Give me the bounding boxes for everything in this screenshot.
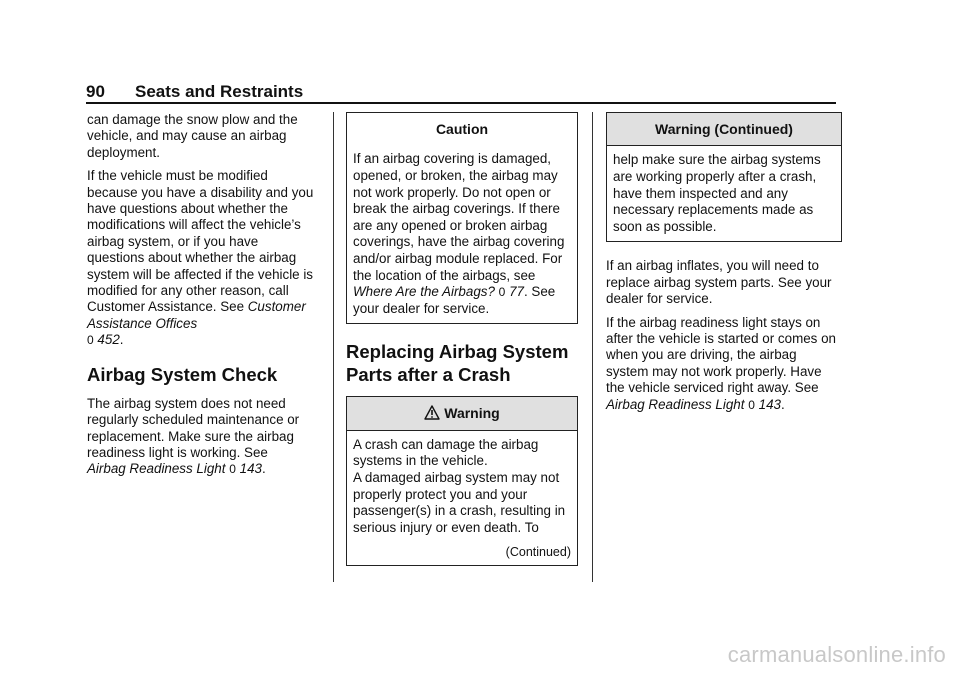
caution-body (347, 145, 577, 323)
page-ref-arrow: 0 (498, 285, 506, 300)
warning-triangle-icon (424, 405, 440, 420)
paragraph: If an airbag inflates, you will need to replace airbag system parts. See your dealer for service. (606, 258, 832, 307)
page-header (86, 80, 836, 106)
page-ref-arrow: 0 (748, 397, 755, 412)
cross-reference-link[interactable]: Where Are the Airbags? (353, 284, 495, 300)
page-ref[interactable]: 143 (758, 396, 781, 412)
paragraph: The airbag system does not need regularly scheduled maintenance or replacement. Make sure the airbag readiness light is working. See Airbag Readiness Light 0 143. (87, 395, 300, 477)
warning-line: A damaged airbag system may not properly protect you and your passenger(s) in a crash, resulting in serious injury or even death. To (353, 469, 566, 535)
caution-box (346, 112, 578, 324)
section-heading: Replacing Airbag System Parts after a Crash (346, 341, 569, 386)
page-ref[interactable]: 143 (239, 461, 262, 477)
warning-continued-box (606, 112, 842, 242)
paragraph-text: The airbag system does not need regularly scheduled maintenance or replacement. Make sure the airbag readiness light is working. See (87, 395, 300, 460)
caution-title: Caution (435, 121, 489, 137)
paragraph: If the vehicle must be modified because you have a disability and you have questions about whether the modifications will affect the vehicle’s airbag system, or if you have questions about whether the airbag system will be affected if the vehicle is modified for any other reason, call Customer Assistance. See Customer Assistance Offices 0 452. (87, 168, 314, 348)
paragraph-text: If the vehicle must be modified because you have a disability and you have questions about whether the modifications will affect the vehicle’s airbag system, or if you have questions about whether the airbag system will be affected if the vehicle is modified for any other reason, call Customer Assistance. See (87, 168, 314, 315)
cross-reference-link[interactable]: Airbag Readiness Light (87, 461, 226, 477)
column-divider (592, 112, 593, 582)
page-number: 90 (86, 82, 105, 101)
section-title: Seats and Restraints (135, 82, 304, 101)
page-ref[interactable]: 452 (97, 332, 120, 348)
warning-box (346, 396, 578, 565)
caution-text: If an airbag covering is damaged, opened, or broken, the airbag may not work properly. Do not open or break the airbag coverings. If there are any opened or broken airbag coverings, have the airbag covering and/or airbag module replaced. For the location of the airbags, see (353, 151, 565, 283)
page-ref-arrow: 0 (87, 333, 94, 348)
page-ref[interactable]: 77 (509, 284, 524, 300)
section-heading: Airbag System Check (87, 363, 278, 385)
paragraph: can damage the snow plow and the vehicle, and may cause an airbag deployment. (87, 112, 298, 160)
column-2 (346, 112, 578, 566)
warning-title-bar (347, 397, 577, 430)
warning-line: A crash can damage the airbag systems in the vehicle. (353, 436, 539, 469)
cross-reference-link[interactable]: Airbag Readiness Light (606, 396, 745, 412)
continued-label: (Continued) (505, 545, 571, 560)
cross-reference-link[interactable]: Customer Assistance Offices (87, 299, 306, 331)
watermark: carmanualsonline.info (727, 642, 946, 667)
paragraph-text: If the airbag readiness light stays on after the vehicle is started or comes on when you are driving, the airbag system may not work properly. Have the vehicle serviced right away. See (606, 314, 836, 396)
header-rule (86, 102, 836, 104)
warning-title: Warning (444, 405, 500, 422)
warning-continued-body: help make sure the airbag systems are working properly after a crash, have them inspected and any necessary replacements made as soon as possible. (613, 152, 821, 234)
caution-text-tail: . See your dealer for service. (353, 284, 556, 316)
column-3 (606, 112, 842, 420)
warning-body (347, 431, 577, 543)
page-ref-arrow: 0 (229, 462, 236, 477)
warning-continued-title: Warning (Continued) (607, 113, 841, 146)
column-1 (87, 112, 319, 485)
column-divider (333, 112, 334, 582)
paragraph: If the airbag readiness light stays on after the vehicle is started or comes on when you are driving, the airbag system may not work properly. Have the vehicle serviced right away. See Airbag Readiness Light 0 143. (606, 314, 836, 412)
